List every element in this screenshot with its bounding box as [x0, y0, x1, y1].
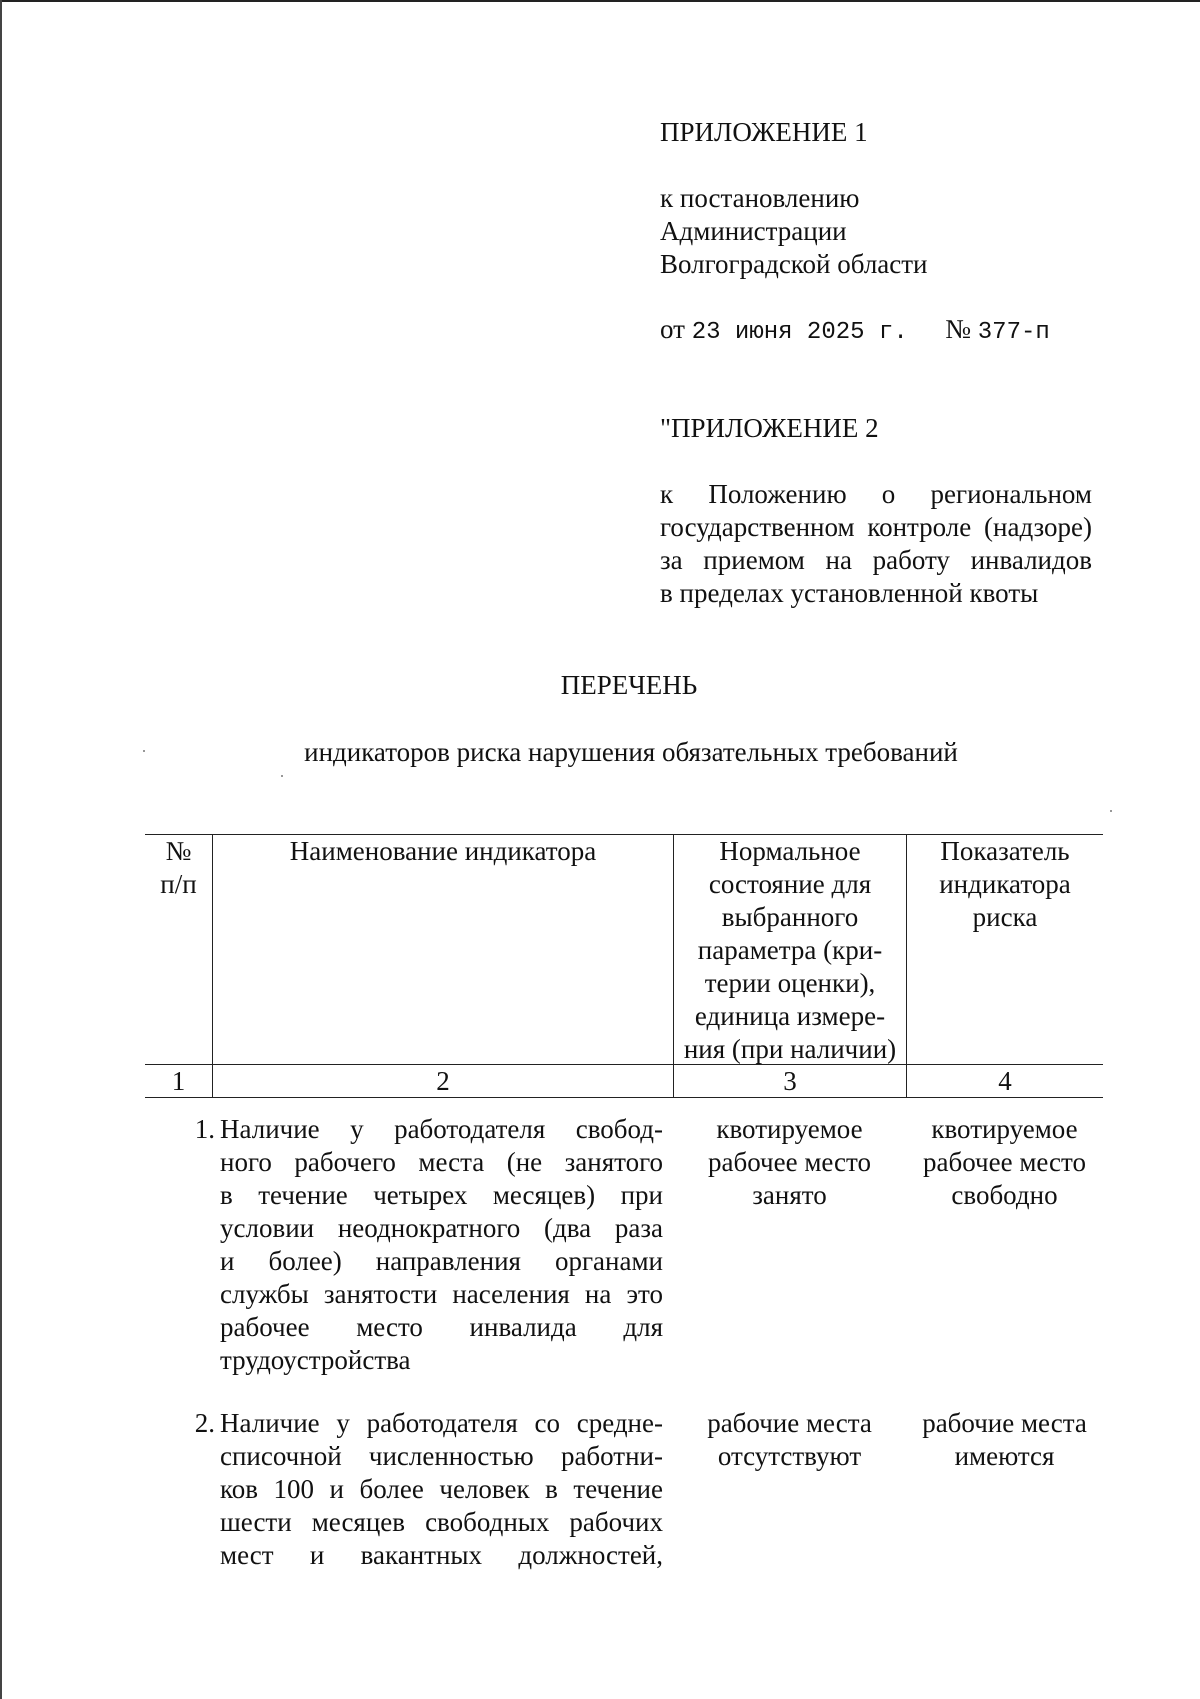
row-normal-state: [673, 1113, 906, 1212]
name-line: трудоустройства: [220, 1345, 411, 1375]
row-risk-indicator: [906, 1113, 1103, 1212]
indicator-line: свободно: [951, 1180, 1058, 1210]
normal-line: квотируемое: [716, 1114, 863, 1144]
header-cell-normal: [673, 835, 906, 1065]
normal-line: отсутствуют: [717, 1441, 862, 1471]
appendix1-line: к постановлению: [660, 183, 860, 213]
name-line: списочной численностью работни-: [220, 1441, 663, 1471]
date-prefix: от: [660, 314, 685, 344]
column-number: 2: [212, 1065, 673, 1097]
header-text: выбранного: [721, 902, 859, 932]
indicator-line: рабочее место: [923, 1147, 1086, 1177]
appendix2-title: "ПРИЛОЖЕНИЕ 2: [660, 413, 879, 443]
normal-line: занято: [752, 1180, 827, 1210]
name-line: ков 100 и более человек в течение: [220, 1474, 663, 1504]
indicator-line: квотируемое: [931, 1114, 1078, 1144]
name-line: условии неоднократного (два раза: [220, 1213, 663, 1243]
appendix2-caption: [660, 478, 1092, 610]
table-column-numbers: [145, 1064, 1103, 1098]
header-text: риска: [972, 902, 1038, 932]
name-line: в течение четырех месяцев) при: [220, 1180, 663, 1210]
scan-top-edge: [0, 0, 1200, 2]
header-text: единица измере-: [694, 1001, 886, 1031]
document-title: ПЕРЕЧЕНЬ: [560, 670, 698, 700]
scan-speck: [1110, 810, 1112, 812]
name-line: мест и вакантных должностей,: [220, 1540, 663, 1570]
document-subtitle: индикаторов риска нарушения обязательных требований: [304, 737, 958, 767]
table-header: [145, 834, 1103, 1065]
header-text: терии оценки),: [704, 968, 876, 998]
name-line: и более) направления органами: [220, 1246, 663, 1276]
row-number: 2.: [194, 1408, 215, 1438]
appendix2-line: за приемом на работу инвалидов: [660, 545, 1092, 575]
appendix1-title: ПРИЛОЖЕНИЕ 1: [660, 117, 868, 147]
name-line: Наличие у работодателя свобод-: [220, 1114, 663, 1144]
appendix2-line: государственном контроле (надзоре): [660, 512, 1092, 542]
row-indicator-name: [220, 1113, 663, 1377]
header-text: состояние для: [708, 869, 872, 899]
header-text: параметра (кри-: [697, 935, 883, 965]
header-text: индикатора: [939, 869, 1071, 899]
row-normal-state: [673, 1407, 906, 1473]
name-line: службы занятости населения на это: [220, 1279, 663, 1309]
appendix2-line: к Положению о региональном: [660, 479, 1092, 509]
name-line: рабочее место инвалида для: [220, 1312, 663, 1342]
header-text: ния (при наличии): [683, 1034, 897, 1064]
header-cell-indicator: [906, 835, 1103, 1065]
indicator-line: имеются: [954, 1441, 1055, 1471]
decree-date-line: [660, 313, 1050, 349]
row-risk-indicator: [906, 1407, 1103, 1473]
header-text: п/п: [160, 869, 197, 899]
header-text: Нормальное: [719, 836, 861, 866]
decree-date: 23 июня 2025 г.: [691, 319, 908, 346]
header-cell-number: [145, 835, 212, 1065]
row-number: 1.: [194, 1114, 215, 1144]
appendix1-line: Администрации: [660, 216, 847, 246]
column-number: 3: [673, 1065, 906, 1097]
name-line: Наличие у работодателя со средне-: [220, 1408, 663, 1438]
normal-line: рабочие места: [707, 1408, 872, 1438]
name-line: ного рабочего места (не занятого: [220, 1147, 663, 1177]
decree-number-label: №: [945, 314, 972, 344]
appendix2-line: в пределах установленной квоты: [660, 578, 1039, 608]
column-number: 4: [906, 1065, 1103, 1097]
scan-speck: [281, 775, 283, 777]
appendix1-line: Волгоградской области: [660, 249, 928, 279]
header-cell-name: [212, 835, 673, 1065]
scan-left-edge: [0, 0, 2, 1699]
header-text: Наименование индикатора: [289, 836, 597, 866]
normal-line: рабочее место: [708, 1147, 871, 1177]
decree-number: 377-п: [977, 319, 1050, 346]
indicator-line: рабочие места: [922, 1408, 1087, 1438]
row-indicator-name: [220, 1407, 663, 1572]
header-text: №: [165, 836, 192, 866]
column-number: 1: [171, 1066, 186, 1096]
header-text: Показатель: [940, 836, 1070, 866]
name-line: шести месяцев свободных рабочих: [220, 1507, 663, 1537]
